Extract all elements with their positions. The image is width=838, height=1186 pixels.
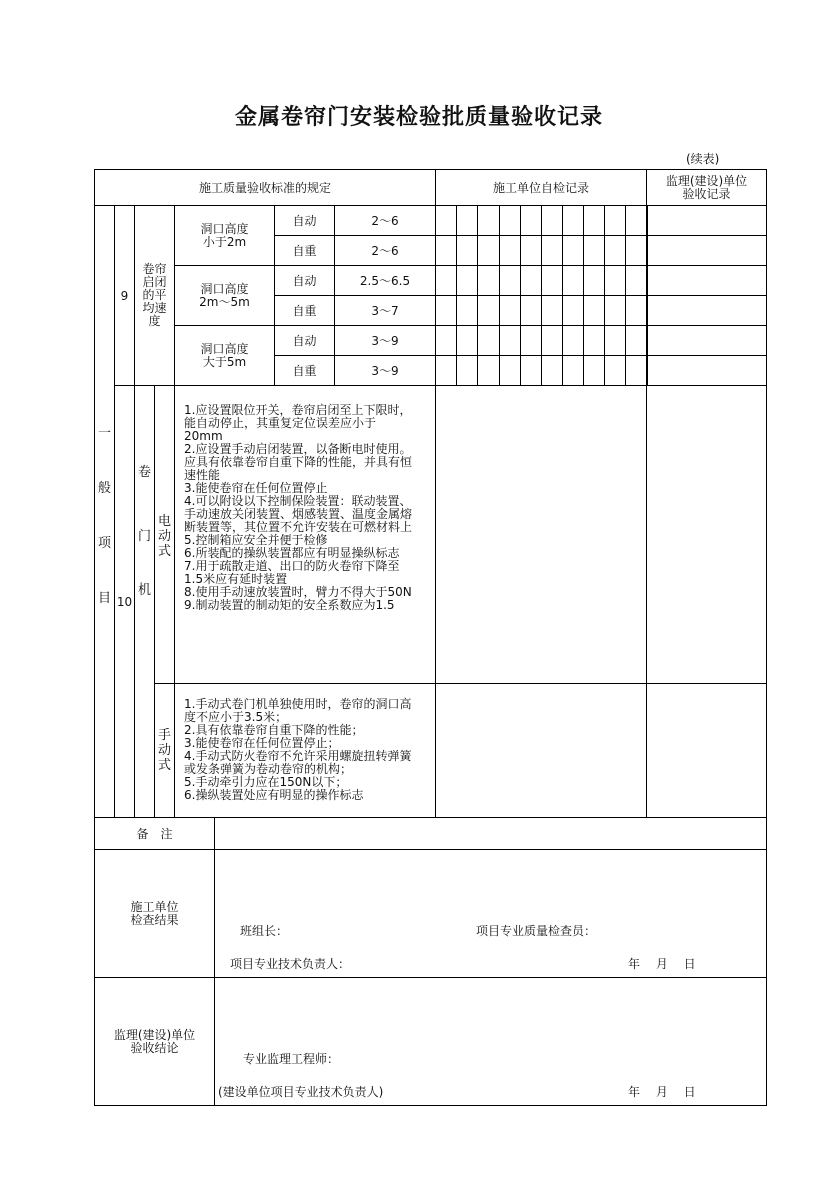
self-check-cell[interactable] — [477, 325, 500, 356]
item10-number: 10 — [114, 385, 135, 818]
self-check-cell[interactable] — [477, 235, 500, 266]
tech-leader-label: 项目专业技术负责人： — [230, 957, 351, 971]
continued-label: (续表) — [686, 152, 720, 166]
self-check-cell[interactable] — [477, 265, 500, 296]
self-check-cell[interactable] — [456, 265, 478, 296]
self-check-cell[interactable] — [562, 205, 584, 236]
general-items-label: 一 般 项 目 — [94, 205, 115, 818]
self-check-cell[interactable] — [499, 325, 521, 356]
header-standard: 施工质量验收标准的规定 — [94, 169, 436, 206]
item9-speed-value: 3～7 — [334, 295, 436, 326]
self-check-cell[interactable] — [541, 355, 563, 386]
self-check-cell[interactable] — [625, 235, 648, 266]
self-check-cell[interactable] — [604, 235, 626, 266]
self-check-cell[interactable] — [604, 265, 626, 296]
item9-speed-value: 2～6 — [334, 205, 436, 236]
supervision-cell[interactable] — [646, 235, 767, 266]
self-check-cell[interactable] — [435, 235, 457, 266]
self-check-cell[interactable] — [604, 325, 626, 356]
self-check-cell[interactable] — [562, 295, 584, 326]
item9-mode: 自动 — [274, 325, 335, 356]
document-title: 金属卷帘门安装检验批质量验收记录 — [234, 105, 603, 130]
item9-speed-value: 2～6 — [334, 235, 436, 266]
item10-name: 卷 门 机 — [134, 385, 155, 818]
self-check-cell[interactable] — [477, 295, 500, 326]
supervision-date: 年 月 日 — [628, 1085, 696, 1099]
self-check-cell[interactable] — [520, 295, 542, 326]
self-check-cell[interactable] — [562, 325, 584, 356]
self-check-cell[interactable] — [541, 295, 563, 326]
team-leader-label: 班组长： — [240, 924, 289, 938]
construction-result-label: 施工单位 检查结果 — [94, 849, 215, 978]
supervision-engineer-label: 专业监理工程师： — [243, 1052, 340, 1066]
self-check-cell[interactable] — [541, 205, 563, 236]
supervision-cell[interactable] — [646, 205, 767, 236]
self-check-cell[interactable] — [562, 235, 584, 266]
self-check-cell[interactable] — [499, 235, 521, 266]
item9-height-range: 洞口高度 2m～5m — [174, 265, 275, 326]
self-check-cell[interactable] — [541, 235, 563, 266]
item9-name: 卷帘 启闭 的平 均速 度 — [134, 205, 175, 386]
manual-self-check[interactable] — [435, 683, 647, 818]
supervision-cell[interactable] — [646, 265, 767, 296]
self-check-cell[interactable] — [435, 265, 457, 296]
self-check-cell[interactable] — [604, 295, 626, 326]
self-check-cell[interactable] — [604, 205, 626, 236]
electric-requirements-text: 1.应设置限位开关，卷帘启闭至上下限时，能自动停止，其重复定位误差应小于20mm 2.应设置手动启闭装置，以备断电时使用。应具有依靠卷帘自重下降的性能，并具有恒速性能 3.能使卷帘在任何位置停止 4.可以附设以下控制保险装置：联动装置、手动速放关闭装置、烟感装置、温度金属熔断装置等，其位置不允许安装在可燃材料上 5.控制箱应安全并便于检修 6.所装配的操纵装置都应有明显操纵标志 7.用于疏散走道、出口的防火卷帘下降至1.5米应有延时装置 8.使用手动速放装置时，臂力不得大于50N 9.制动装置的制动矩的安全系数应为1.5 — [184, 403, 413, 612]
item9-mode: 自重 — [274, 235, 335, 266]
remarks-label: 备 注 — [94, 817, 215, 850]
self-check-cell[interactable] — [499, 295, 521, 326]
self-check-cell[interactable] — [625, 205, 648, 236]
electric-supervision[interactable] — [646, 385, 767, 684]
self-check-cell[interactable] — [562, 355, 584, 386]
supervision-cell[interactable] — [646, 295, 767, 326]
self-check-cell[interactable] — [435, 355, 457, 386]
item9-mode: 自动 — [274, 205, 335, 236]
self-check-cell[interactable] — [456, 235, 478, 266]
item9-mode: 自重 — [274, 355, 335, 386]
self-check-cell[interactable] — [604, 355, 626, 386]
header-supervision: 监理(建设)单位 验收记录 — [646, 169, 767, 206]
header-self-check: 施工单位自检记录 — [435, 169, 647, 206]
self-check-cell[interactable] — [625, 355, 648, 386]
item9-speed-value: 2.5～6.5 — [334, 265, 436, 296]
self-check-cell[interactable] — [520, 265, 542, 296]
self-check-cell[interactable] — [625, 295, 648, 326]
self-check-cell[interactable] — [541, 265, 563, 296]
self-check-cell[interactable] — [520, 355, 542, 386]
construction-date: 年 月 日 — [628, 957, 696, 971]
self-check-cell[interactable] — [583, 355, 605, 386]
self-check-cell[interactable] — [520, 325, 542, 356]
self-check-cell[interactable] — [583, 325, 605, 356]
electric-label: 电 动 式 — [154, 385, 175, 684]
item9-mode: 自动 — [274, 265, 335, 296]
quality-inspector-label: 项目专业质量检查员： — [476, 924, 597, 938]
supervision-conclusion-label: 监理(建设)单位 验收结论 — [94, 977, 215, 1106]
electric-self-check[interactable] — [435, 385, 647, 684]
self-check-cell[interactable] — [435, 295, 457, 326]
self-check-cell[interactable] — [456, 295, 478, 326]
self-check-cell[interactable] — [477, 205, 500, 236]
self-check-cell[interactable] — [583, 295, 605, 326]
supervision-cell[interactable] — [646, 355, 767, 386]
self-check-cell[interactable] — [520, 235, 542, 266]
item9-speed-value: 3～9 — [334, 325, 436, 356]
item9-speed-value: 3～9 — [334, 355, 436, 386]
self-check-cell[interactable] — [541, 325, 563, 356]
self-check-cell[interactable] — [562, 265, 584, 296]
item9-number: 9 — [114, 205, 135, 386]
remarks-field[interactable] — [214, 817, 767, 850]
self-check-cell[interactable] — [583, 235, 605, 266]
self-check-cell[interactable] — [477, 355, 500, 386]
item9-height-range: 洞口高度 小于2m — [174, 205, 275, 266]
self-check-cell[interactable] — [456, 325, 478, 356]
self-check-cell[interactable] — [499, 265, 521, 296]
supervision-cell[interactable] — [646, 325, 767, 356]
self-check-cell[interactable] — [456, 355, 478, 386]
self-check-cell[interactable] — [456, 205, 478, 236]
manual-label: 手 动 式 — [154, 683, 175, 818]
item9-height-range: 洞口高度 大于5m — [174, 325, 275, 386]
self-check-cell[interactable] — [499, 355, 521, 386]
self-check-cell[interactable] — [435, 205, 457, 236]
self-check-cell[interactable] — [435, 325, 457, 356]
self-check-cell[interactable] — [499, 205, 521, 236]
owner-rep-label: (建设单位项目专业技术负责人) — [218, 1085, 384, 1099]
item9-mode: 自重 — [274, 295, 335, 326]
self-check-cell[interactable] — [625, 265, 648, 296]
self-check-cell[interactable] — [583, 205, 605, 236]
manual-supervision[interactable] — [646, 683, 767, 818]
self-check-cell[interactable] — [520, 205, 542, 236]
self-check-cell[interactable] — [625, 325, 648, 356]
self-check-cell[interactable] — [583, 265, 605, 296]
manual-requirements-text: 1.手动式卷门机单独使用时，卷帘的洞口高度不应小于3.5米； 2.具有依靠卷帘自重下降的性能； 3.能使卷帘在任何位置停止； 4.手动式防火卷帘不允许采用螺旋扭转弹簧或发条弹簧为卷动卷帘的机构； 5.手动牵引力应在150N以下； 6.操纵装置处应有明显的操作标志 — [184, 697, 412, 802]
